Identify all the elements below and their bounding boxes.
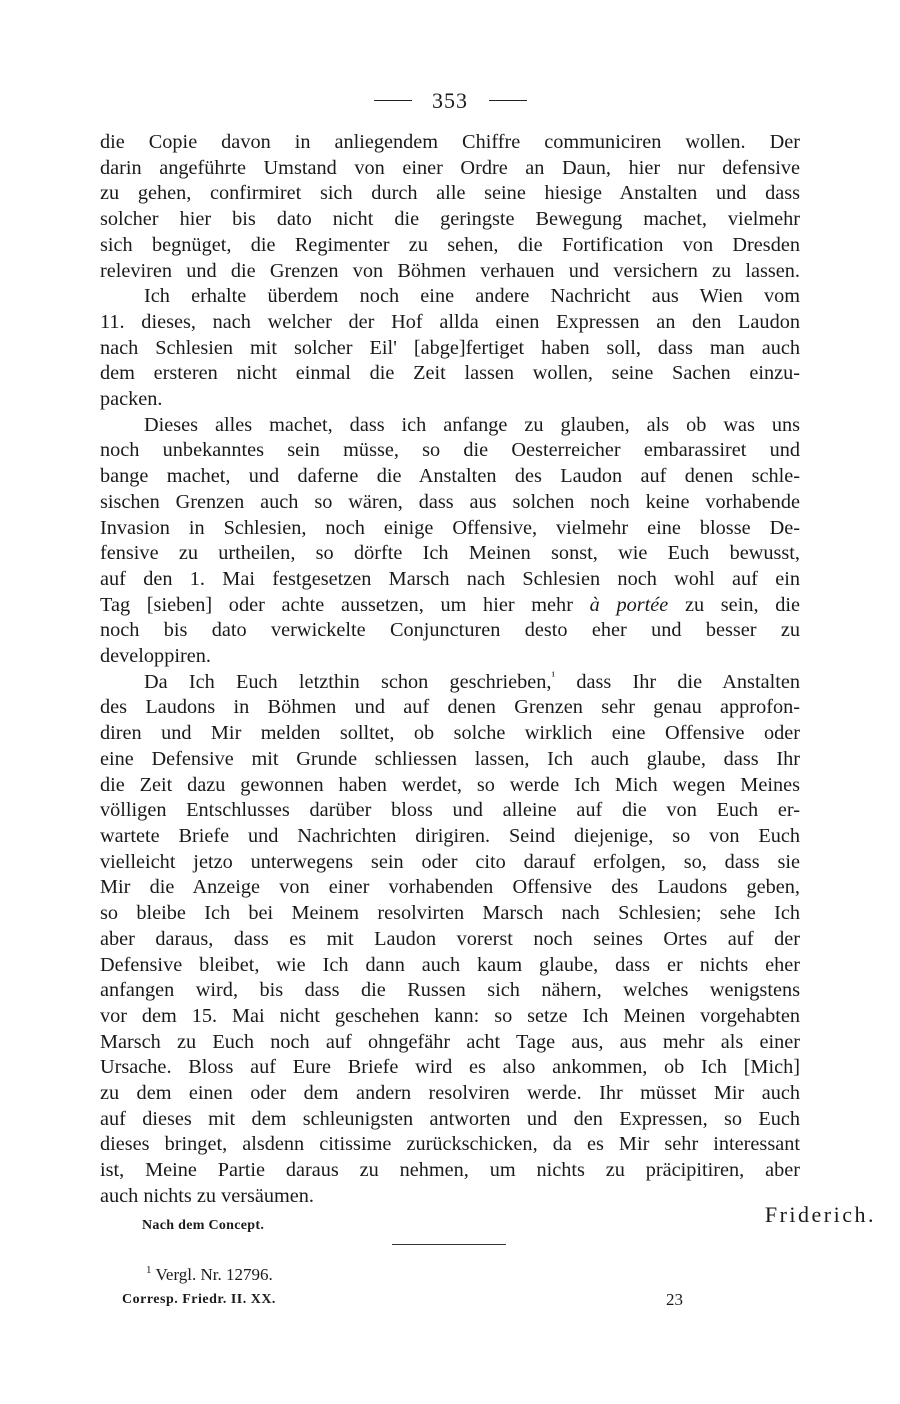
body-line: eine Defensive mit Grunde schliessen lassen, Ich auch glaube, dass Ihr bbox=[100, 747, 800, 770]
footnote-text: Vergl. Nr. 12796. bbox=[155, 1265, 273, 1284]
body-line: vor dem 15. Mai nicht geschehen kann: so setze Ich Meinen vorgehabten bbox=[100, 1004, 800, 1027]
body-line: sich begnüget, die Regimenter zu sehen, die Fortification von Dresden bbox=[100, 233, 800, 256]
body-line: noch unbekanntes sein müsse, so die Oesterreicher embarassiret und bbox=[100, 439, 800, 462]
body-line: Marsch zu Euch noch auf ohngefähr acht Tage aus, aus mehr als einer bbox=[100, 1030, 800, 1053]
body-line: bange machet, und daferne die Anstalten des Laudon auf denen schle- bbox=[100, 465, 800, 488]
body-line: Ich erhalte überdem noch eine andere Nachricht aus Wien vom bbox=[144, 285, 800, 308]
body-line: nach Schlesien mit solcher Eil' [abge]fertiget haben soll, dass man auch bbox=[100, 336, 800, 359]
letter-body bbox=[100, 130, 800, 1210]
page-number: 353 bbox=[432, 88, 468, 113]
body-line: diren und Mir melden solltet, ob solche wirklich eine Offensive oder bbox=[100, 722, 800, 745]
body-line: dem ersteren nicht einmal die Zeit lassen wollen, seine Sachen einzu- bbox=[100, 362, 800, 385]
body-line: packen. bbox=[100, 388, 163, 411]
body-line: wartete Briefe und Nachrichten dirigiren. Seind diejenige, so von Euch bbox=[100, 824, 800, 847]
footnote-mark: 1 bbox=[146, 1264, 152, 1277]
body-line: Defensive bleibet, wie Ich dann auch kaum glaube, dass er nichts eher bbox=[100, 953, 800, 976]
body-line: 11. dieses, nach welcher der Hof allda einen Expressen an den Laudon bbox=[100, 310, 800, 333]
body-line: ist, Meine Partie daraus zu nehmen, um nichts zu präcipitiren, aber bbox=[100, 1159, 800, 1182]
body-line: Ursache. Bloss auf Eure Briefe wird es also ankommen, ob Ich [Mich] bbox=[100, 1056, 800, 1079]
body-line: so bleibe Ich bei Meinem resolvirten Marsch nach Schlesien; sehe Ich bbox=[100, 902, 800, 925]
body-line: Invasion in Schlesien, noch einige Offensive, vielmehr eine blosse De- bbox=[100, 516, 800, 539]
body-line: Tag [sieben] oder achte aussetzen, um hier mehr à portée zu sein, die bbox=[100, 593, 800, 616]
body-line: auf dieses mit dem schleunigsten antworten und den Expressen, so Euch bbox=[100, 1107, 800, 1130]
body-line: zu dem einen oder dem andern resolviren werde. Ihr müsset Mir auch bbox=[100, 1082, 800, 1105]
footnote-reference: ¹ bbox=[551, 669, 556, 683]
body-line: auch nichts zu versäumen. bbox=[100, 1184, 315, 1207]
body-line: auf den 1. Mai festgesetzen Marsch nach Schlesien noch wohl auf ein bbox=[100, 567, 800, 590]
body-line: die Zeit dazu gewonnen haben werdet, so werde Ich Mich wegen Meines bbox=[100, 773, 800, 796]
footnote bbox=[146, 1265, 273, 1285]
body-line: darin angeführte Umstand von einer Ordre an Daun, hier nur defensive bbox=[100, 156, 800, 179]
footnote-divider bbox=[392, 1244, 506, 1245]
source-note: Nach dem Concept. bbox=[142, 1218, 265, 1233]
body-line: dieses bringet, alsdenn citissime zurückschicken, da es Mir sehr interessant bbox=[100, 1133, 800, 1156]
body-line: solcher hier bis dato nicht die geringste Bewegung machet, vielmehr bbox=[100, 208, 800, 231]
sheet-number: 23 bbox=[666, 1290, 683, 1309]
body-line: anfangen wird, bis dass die Russen sich nähern, welches wenigstens bbox=[100, 979, 800, 1002]
header-rule-left bbox=[374, 100, 412, 101]
body-line: des Laudons in Böhmen und auf denen Grenzen sehr genau approfon- bbox=[100, 696, 800, 719]
body-line: vielleicht jetzo unterwegens sein oder cito darauf erfolgen, so, dass sie bbox=[100, 850, 800, 873]
header-rule-right bbox=[489, 100, 527, 101]
body-line: Da Ich Euch letzthin schon geschrieben,$^{^1}$ dass Ihr die Anstalten bbox=[144, 669, 800, 693]
body-line: die Copie davon in anliegendem Chiffre communiciren wollen. Der bbox=[100, 131, 800, 153]
body-line: aber daraus, dass es mit Laudon vorerst noch seines Ortes auf der bbox=[100, 927, 800, 950]
body-line: releviren und die Grenzen von Böhmen verhauen und versichern zu lassen. bbox=[100, 259, 800, 282]
body-line: fensive zu urtheilen, so dörfte Ich Meinen sonst, wie Euch bewusst, bbox=[100, 542, 800, 565]
body-line: noch bis dato verwickelte Conjuncturen desto eher und besser zu bbox=[100, 619, 800, 642]
body-line: völligen Entschlusses darüber bloss und alleine auf die von Euch er- bbox=[100, 799, 800, 822]
signature: Friderich. bbox=[764, 1202, 876, 1227]
imprint-line: Corresp. Friedr. II. XX. bbox=[122, 1292, 276, 1307]
body-line: developpiren. bbox=[100, 645, 211, 668]
page-header bbox=[0, 88, 900, 114]
body-line: zu gehen, confirmiret sich durch alle seine hiesige Anstalten und dass bbox=[100, 182, 800, 205]
body-line: Mir die Anzeige von einer vorhabenden Offensive des Laudons geben, bbox=[100, 876, 800, 899]
body-line: sischen Grenzen auch so wären, dass aus solchen noch keine vorhabende bbox=[100, 490, 800, 513]
italic-phrase: à portée bbox=[589, 593, 669, 616]
body-line: Dieses alles machet, dass ich anfange zu glauben, als ob was uns bbox=[144, 413, 800, 436]
